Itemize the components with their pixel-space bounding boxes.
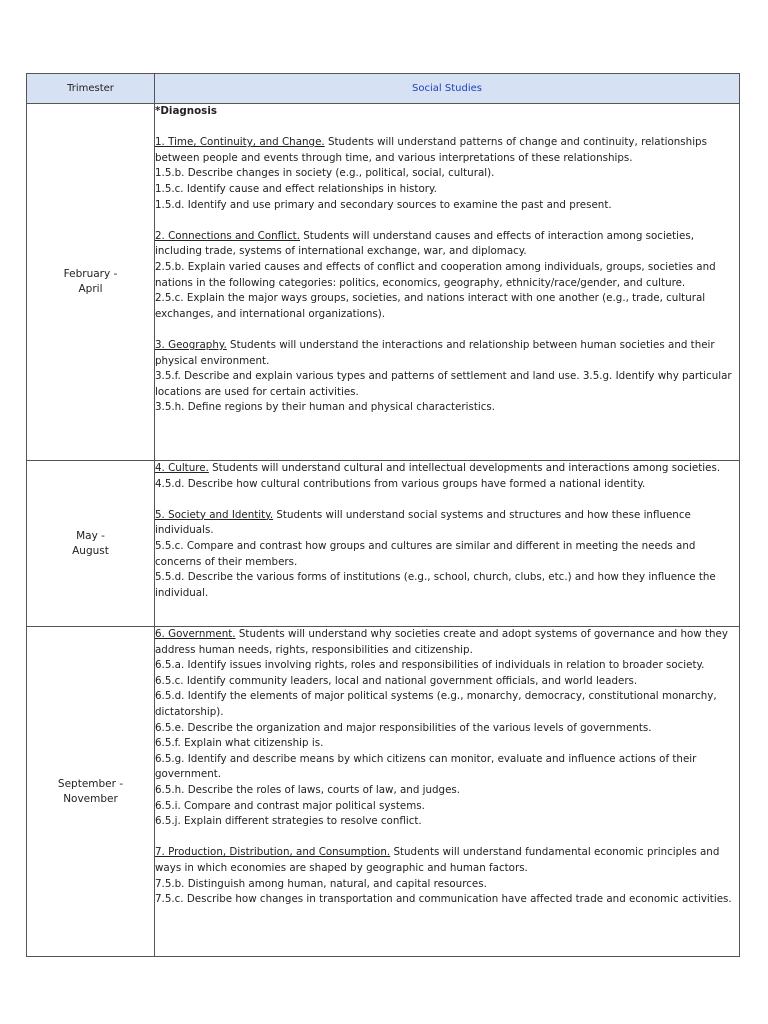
objective-line: 6.5.a. Identify issues involving rights, roles and responsibilities of individuals in relation to broader society.	[155, 659, 705, 672]
standard-desc: Students will understand why societies create and adopt systems of governance and how they address human needs, rights, responsibilities and citizenship.	[155, 628, 728, 656]
period-line: May -	[76, 529, 105, 542]
period-line: September -	[57, 777, 124, 790]
header-subject: Social Studies	[155, 74, 740, 104]
standard-block	[155, 508, 739, 602]
table-row	[27, 627, 740, 957]
table-row	[27, 461, 740, 627]
diagnosis-label: *Diagnosis	[155, 105, 217, 117]
standards-cell	[155, 461, 740, 627]
standard-desc: Students will understand causes and effects of interaction among societies, including trade, systems of international exchange, war, and diplomacy.	[155, 229, 695, 258]
header-trimester: Trimester	[27, 74, 155, 104]
standard-desc: Students will understand the interactions and relationship between human societies and their physical environment.	[155, 338, 715, 367]
standards-cell	[155, 104, 740, 461]
standard-title: 6. Government.	[155, 628, 236, 640]
trimester-cell	[27, 104, 155, 461]
period-line: November	[63, 792, 118, 805]
objective-line: 2.5.b. Explain varied causes and effects of conflict and cooperation among individuals, groups, societies and nations in the following categories: politics, economics, geography, ethnicity/race/gender, and culture.	[155, 260, 716, 289]
standard-block	[155, 845, 739, 907]
objective-line: 6.5.c. Identify community leaders, local and national government officials, and world leaders.	[155, 674, 638, 687]
trimester-cell	[27, 461, 155, 627]
standard-title: 4. Culture.	[155, 462, 209, 474]
standard-block	[155, 338, 739, 416]
objective-line: 6.5.h. Describe the roles of laws, courts of law, and judges.	[155, 783, 461, 796]
objective-line: 6.5.j. Explain different strategies to resolve conflict.	[155, 815, 422, 828]
objective-line: 6.5.g. Identify and describe means by which citizens can monitor, evaluate and influence actions of their government.	[155, 752, 697, 781]
standard-desc: Students will understand cultural and intellectual developments and interactions among societies.	[208, 462, 721, 474]
standard-block	[155, 229, 739, 323]
standard-title: 7. Production, Distribution, and Consumption.	[155, 846, 391, 859]
objective-line: 5.5.d. Describe the various forms of institutions (e.g., school, church, clubs, etc.) and how they influence the individual.	[155, 571, 716, 599]
period-line: April	[78, 283, 103, 295]
objective-line: 1.5.d. Identify and use primary and secondary sources to examine the past and present.	[155, 198, 612, 211]
objective-line: 5.5.c. Compare and contrast how groups and cultures are similar and different in meeting the needs and concerns of their members.	[155, 539, 696, 568]
period-line: February -	[63, 268, 118, 280]
objective-line: 2.5.c. Explain the major ways groups, societies, and nations interact with one another (e.g., trade, cultural exchanges, and international organizations).	[155, 292, 706, 320]
objective-line: 6.5.d. Identify the elements of major political systems (e.g., monarchy, democracy, constitutional monarchy, dictatorship).	[155, 690, 717, 718]
period-line: August	[72, 544, 109, 557]
standard-desc: Students will understand patterns of change and continuity, relationships between people and events through time, and various interpretations of these relationships.	[155, 136, 707, 164]
objective-line: 7.5.c. Describe how changes in transportation and communication have affected trade and economic activities.	[155, 893, 732, 906]
standard-block	[155, 135, 739, 213]
objective-line: 4.5.d. Describe how cultural contributions from various groups have formed a national identity.	[155, 477, 646, 490]
objective-line: 1.5.b. Describe changes in society (e.g., political, social, cultural).	[155, 167, 495, 180]
objective-line: 3.5.f. Describe and explain various types and patterns of settlement and land use. 3.5.g. Identify why particular locations are used for certain activities.	[155, 370, 732, 398]
standard-title: 5. Society and Identity.	[155, 508, 274, 521]
objective-line: 7.5.b. Distinguish among human, natural, and capital resources.	[155, 877, 487, 890]
objective-line: 1.5.c. Identify cause and effect relationships in history.	[155, 182, 437, 195]
standard-title: 3. Geography.	[155, 338, 227, 351]
standard-desc: Students will understand social systems and structures and how these influence individuals.	[155, 508, 691, 537]
standard-title: 1. Time, Continuity, and Change.	[155, 136, 325, 149]
standard-title: 2. Connections and Conflict.	[155, 229, 300, 242]
standard-block	[155, 461, 739, 492]
objective-line: 6.5.f. Explain what citizenship is.	[155, 737, 324, 750]
header-row	[27, 74, 740, 104]
standard-block	[155, 627, 739, 830]
curriculum-table	[26, 73, 740, 957]
objective-line: 6.5.i. Compare and contrast major political systems.	[155, 799, 425, 812]
objective-line: 6.5.e. Describe the organization and major responsibilities of the various levels of governments.	[155, 721, 652, 734]
standard-desc: Students will understand fundamental economic principles and ways in which economies are shaped by geographic and human factors.	[155, 846, 720, 874]
table-row	[27, 104, 740, 461]
standards-cell	[155, 627, 740, 957]
objective-line: 3.5.h. Define regions by their human and physical characteristics.	[155, 401, 496, 414]
trimester-cell	[27, 627, 155, 957]
